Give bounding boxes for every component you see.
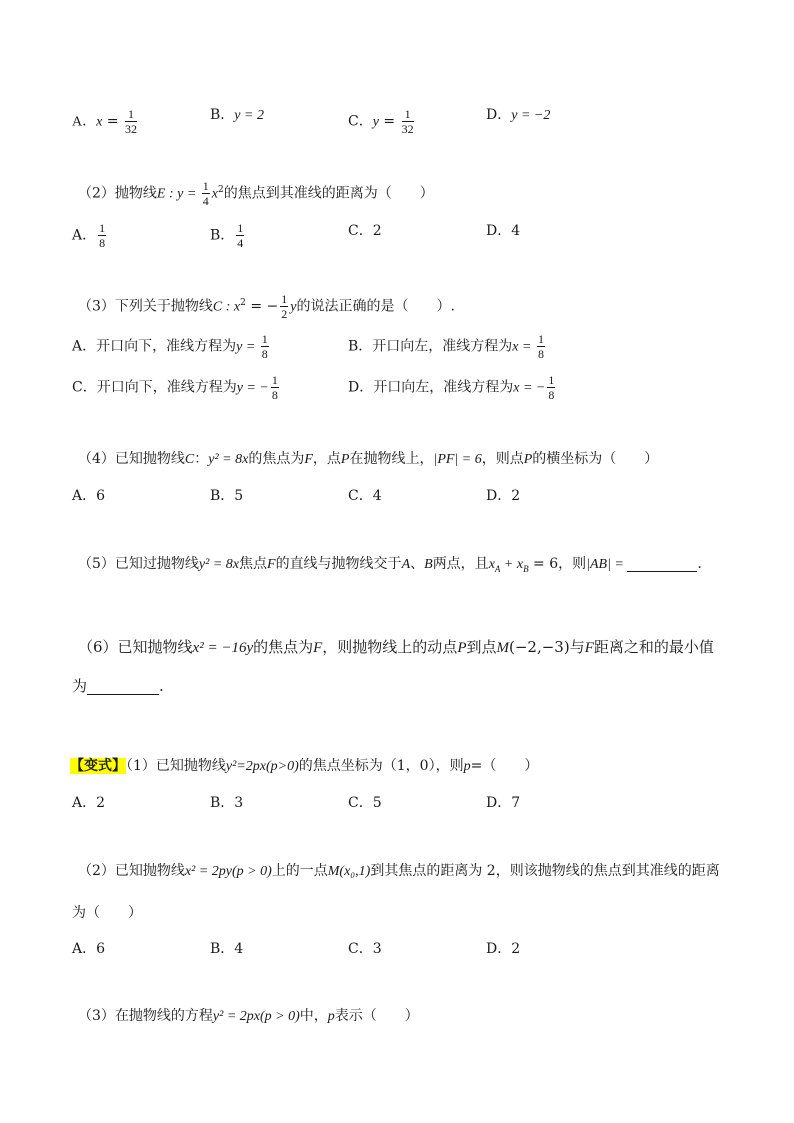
fraction: $\frac{1}{8}$ xyxy=(548,373,555,402)
variant-q1: 【变式】（1）已知抛物线y²=2px(p>0)的焦点坐标为（1，0），则p=（ ） xyxy=(70,758,539,774)
option-label: A． xyxy=(72,114,97,130)
variant-q2-line2: 为（ ） xyxy=(72,905,142,921)
fraction: $\frac{1}{8}$ xyxy=(261,332,268,361)
q1-option-c: C．y = $\frac{1}{32}$ xyxy=(348,107,414,136)
question-3: （3）下列关于抛物线C : $x^2$ = − $\frac{1}{2}$ y的说法正确的是（ ）. xyxy=(78,292,455,321)
q1-option-b: B．y = 2 xyxy=(210,107,264,123)
q1-option-d: D．y = −2 xyxy=(486,107,551,123)
q4-option-a: A．6 xyxy=(72,488,106,504)
q4-option-d: D．2 xyxy=(486,488,521,504)
q2-option-a: A． $\frac{1}{8}$ xyxy=(72,221,106,250)
q3-option-b: B．开口向左，准线方程为x = $\frac{1}{8}$ xyxy=(348,332,544,361)
fraction: $\frac{1}{2}$ xyxy=(281,292,288,321)
q3-option-d: D．开口向左，准线方程为x = − $\frac{1}{8}$ xyxy=(348,373,555,402)
variant-q1-option-b: B．3 xyxy=(210,795,244,811)
q2-option-b: B． $\frac{1}{4}$ xyxy=(210,221,244,250)
variant-q3: （3）在抛物线的方程y² = 2px(p > 0)中，p表示（ ） xyxy=(78,1008,419,1024)
question-6: （6）已知抛物线x² = −16y的焦点为F，则抛物线上的动点P到点M(−2,−3)与F距离之和的最小值 xyxy=(78,638,714,656)
fraction: $\frac{1}{32}$ xyxy=(124,107,137,136)
q3-option-a: A．开口向下，准线方程为y = $\frac{1}{8}$ xyxy=(72,332,268,361)
q2-option-d: D．4 xyxy=(486,223,521,239)
q4-option-c: C．4 xyxy=(348,488,382,504)
variant-q1-option-d: D．7 xyxy=(486,795,521,811)
fraction: $\frac{1}{8}$ xyxy=(99,221,106,250)
question-5: （5）已知过抛物线y² = 8x焦点F的直线与抛物线交于A、B两点，且$x_A + x_B = 6$，则|AB| = . xyxy=(78,556,702,574)
q1-option-a: A．x = $\frac{1}{32}$ xyxy=(72,107,137,136)
variant-q2-option-a: A．6 xyxy=(72,941,106,957)
question-4: （4）已知抛物线C：y² = 8x的焦点为F，点P在抛物线上，|PF| = 6，则点P的横坐标为（ ） xyxy=(78,451,659,467)
fraction: $\frac{1}{8}$ xyxy=(537,332,544,361)
variant-q1-option-c: C．5 xyxy=(348,795,382,811)
variant-q2-option-b: B．4 xyxy=(210,941,244,957)
fraction: $\frac{1}{4}$ xyxy=(202,179,209,208)
question-6-line2: 为 . xyxy=(72,677,164,695)
q3-option-c: C．开口向下，准线方程为y = − $\frac{1}{8}$ xyxy=(72,373,278,402)
fraction: $\frac{1}{4}$ xyxy=(237,221,244,250)
fraction: $\frac{1}{8}$ xyxy=(271,373,278,402)
variant-tag: 【变式】 xyxy=(70,758,126,774)
answer-blank[interactable] xyxy=(627,557,697,572)
answer-blank[interactable] xyxy=(87,679,159,695)
variant-q1-option-a: A．2 xyxy=(72,795,106,811)
question-2: （2）抛物线E : y = $\frac{1}{4}$ $x^2$的焦点到其准线的距离为（ ） xyxy=(78,179,434,208)
variant-q2-option-d: D．2 xyxy=(486,941,521,957)
q4-option-b: B．5 xyxy=(210,488,244,504)
q2-option-c: C．2 xyxy=(348,223,382,239)
fraction: $\frac{1}{32}$ xyxy=(401,107,414,136)
variant-q2-option-c: C．3 xyxy=(348,941,382,957)
variant-q2: （2）已知抛物线x² = 2py(p > 0)上的一点M(x₀,1)到其焦点的距离为 2，则该抛物线的焦点到其准线的距离 xyxy=(78,863,720,879)
